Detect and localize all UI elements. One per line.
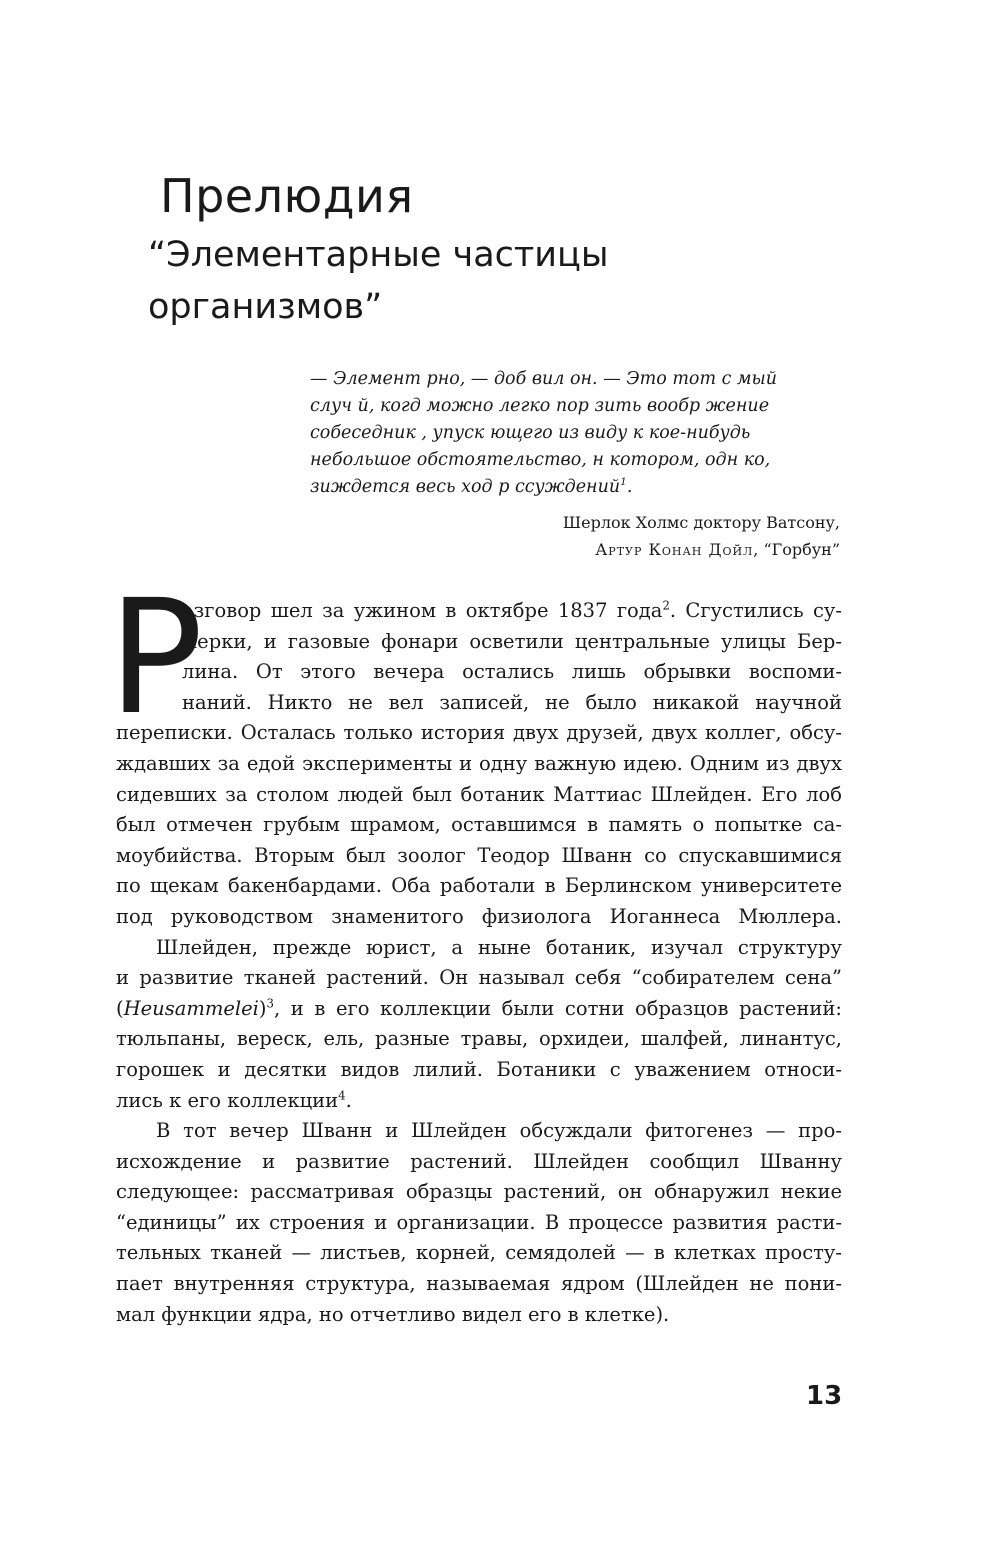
text-line: моубийства. Вторым был зоолог Теодор Шванн со спускавшимися <box>116 843 842 867</box>
epigraph-line: собеседник , упуск ющего из виду к кое-нибудь <box>310 423 751 443</box>
attribution-source <box>310 536 840 563</box>
text-fragment: ( <box>116 996 124 1020</box>
text-fragment: азговор шел за ужином в октябре 1837 года <box>182 599 663 622</box>
text-line: мерки, и газовые фонари осветили центральные улицы Бер- <box>182 629 842 653</box>
drop-cap: Р <box>108 566 204 750</box>
epigraph-line: — Элемент рно, — доб вил он. — Это тот с мый <box>310 369 778 389</box>
epigraph-line: случ й, когд можно легко пор зить вообр жение <box>310 396 770 416</box>
attribution-work: , “Горбун” <box>753 540 840 559</box>
attribution-author: Артур Конан Дойл <box>595 540 754 559</box>
text-fragment: . Сгустились су- <box>669 599 842 622</box>
text-line: наний. Никто не вел записей, не было никакой научной <box>182 690 842 714</box>
text-line: под руководством знаменитого физиолога Иоганнеса Мюллера. <box>116 904 842 928</box>
text-line: ждавших за едой эксперименты и одну важную идею. Одним из двух <box>116 751 842 775</box>
epigraph <box>310 366 840 563</box>
text-line: и развитие тканей растений. Он называл себя “собирателем сена” <box>116 966 842 990</box>
text-line: был отмечен грубым шрамом, оставшимся в память о попытке са- <box>116 813 842 837</box>
text-line: лина. От этого вечера остались лишь обрывки воспоми- <box>182 660 842 684</box>
text-line: тельных тканей — листьев, корней, семядолей — в клетках просту- <box>116 1241 842 1265</box>
epigraph-text: зиждется весь ход р ссуждений <box>310 477 621 497</box>
epigraph-line-last: зиждется весь ход р ссуждений$^1$. <box>310 476 633 497</box>
body-text <box>116 596 842 1330</box>
text-line: В тот вечер Шванн и Шлейден обсуждали фитогенез — про- <box>156 1119 842 1143</box>
footnote-marker[interactable]: 4 <box>338 1088 346 1102</box>
text-line: “единицы” их строения и организации. В процессе развития расти- <box>116 1210 842 1234</box>
text-fragment: . <box>345 1088 352 1112</box>
text-line: мал функции ядра, но отчетливо видел его в клетке). <box>116 1302 670 1326</box>
text-line: горошек и десятки видов лилий. Ботаники с уважением относи- <box>116 1057 842 1081</box>
text-line <box>116 994 842 1025</box>
text-line <box>116 1086 842 1117</box>
foreign-term: Heusammelei <box>123 996 259 1020</box>
text-fragment: ) <box>258 996 267 1020</box>
text-line: тюльпаны, вереск, ель, разные травы, орхидеи, шалфей, линантус, <box>116 1027 842 1051</box>
text-line: следующее: рассматривая образцы растений, он обнаружил некие <box>116 1180 842 1204</box>
text-fragment: лись к его коллекции <box>116 1088 339 1112</box>
footnote-marker[interactable]: 1 <box>620 476 627 489</box>
epigraph-line: небольшое обстоятельство, н котором, одн ко, <box>310 450 771 470</box>
footnote-marker[interactable]: 3 <box>266 996 274 1011</box>
footnote-marker[interactable]: 2 <box>662 598 670 613</box>
attribution-recipient: Шерлок Холмс доктору Ватсону, <box>562 513 840 532</box>
text-line: по щекам бакенбардами. Оба работали в Берлинском университете <box>116 874 842 898</box>
text-line: Шлейден, прежде юрист, а ныне ботаник, изучал структуру <box>156 935 842 959</box>
text-line: исхождение и развитие растений. Шлейден сообщил Шванну <box>116 1149 842 1173</box>
text-fragment: , и в его коллекции были сотни образцов растений: <box>273 996 842 1020</box>
text-line: пает внутренняя структура, называемая ядром (Шлейден не пони- <box>116 1272 842 1296</box>
text-line: переписки. Осталась только история двух друзей, двух коллег, обсу- <box>116 721 842 745</box>
epigraph-attribution <box>310 509 840 563</box>
text-line: сидевших за столом людей был ботаник Маттиас Шлейден. Его лоб <box>116 782 842 806</box>
page-number: 13 <box>806 1381 843 1411</box>
text-line <box>182 596 842 627</box>
chapter-title: Прелюдия <box>160 169 414 223</box>
chapter-subtitle: “Элементарные частицы организмов” <box>148 235 609 327</box>
